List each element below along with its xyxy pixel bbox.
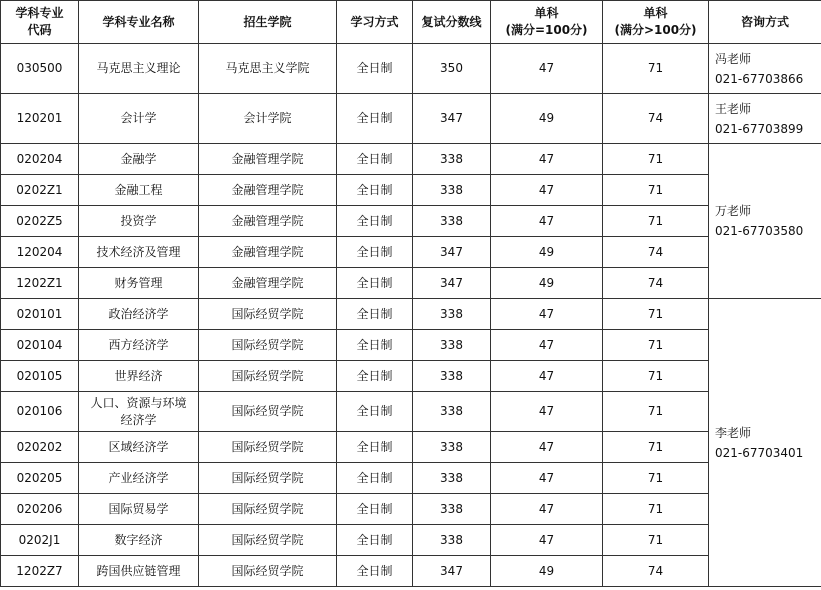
cell-code: 020206 — [1, 494, 79, 525]
cell-code: 020205 — [1, 463, 79, 494]
cell-school: 金融管理学院 — [199, 206, 337, 237]
table-row — [1, 463, 821, 494]
cell-mode: 全日制 — [337, 206, 413, 237]
cell-school: 国际经贸学院 — [199, 556, 337, 587]
cell-school: 国际经贸学院 — [199, 392, 337, 432]
cell-school: 国际经贸学院 — [199, 330, 337, 361]
cell-mode: 全日制 — [337, 361, 413, 392]
cell-name: 产业经济学 — [79, 463, 199, 494]
cell-code: 0202Z5 — [1, 206, 79, 237]
cell-single-over100: 71 — [603, 494, 709, 525]
cell-name: 技术经济及管理 — [79, 237, 199, 268]
cell-mode: 全日制 — [337, 299, 413, 330]
cell-code: 020101 — [1, 299, 79, 330]
cell-code: 1202Z1 — [1, 268, 79, 299]
cell-name: 政治经济学 — [79, 299, 199, 330]
contact-cell: 万老师 021-67703580 — [709, 144, 821, 299]
table-row — [1, 432, 821, 463]
cell-single-100: 47 — [491, 299, 603, 330]
cell-score: 338 — [413, 525, 491, 556]
cell-score: 338 — [413, 463, 491, 494]
cell-mode: 全日制 — [337, 330, 413, 361]
cell-mode: 全日制 — [337, 432, 413, 463]
cell-single-100: 47 — [491, 330, 603, 361]
cell-school: 国际经贸学院 — [199, 361, 337, 392]
cell-score: 338 — [413, 206, 491, 237]
table-row — [1, 556, 821, 587]
table-row — [1, 392, 821, 432]
cell-score: 338 — [413, 494, 491, 525]
cell-name: 会计学 — [79, 94, 199, 144]
cell-school: 马克思主义学院 — [199, 44, 337, 94]
cell-single-over100: 71 — [603, 175, 709, 206]
cell-code: 020104 — [1, 330, 79, 361]
cell-mode: 全日制 — [337, 463, 413, 494]
cell-single-over100: 74 — [603, 237, 709, 268]
cell-name: 跨国供应链管理 — [79, 556, 199, 587]
cell-school: 国际经贸学院 — [199, 525, 337, 556]
header-school: 招生学院 — [199, 1, 337, 44]
contact-cell: 冯老师 021-67703866 — [709, 44, 821, 94]
cell-mode: 全日制 — [337, 237, 413, 268]
cell-single-over100: 71 — [603, 299, 709, 330]
cell-code: 120201 — [1, 94, 79, 144]
cell-single-100: 47 — [491, 432, 603, 463]
cell-single-100: 47 — [491, 206, 603, 237]
cell-name: 世界经济 — [79, 361, 199, 392]
cell-single-100: 47 — [491, 144, 603, 175]
cell-single-over100: 71 — [603, 144, 709, 175]
cell-school: 金融管理学院 — [199, 175, 337, 206]
table-row — [1, 494, 821, 525]
cell-name: 国际贸易学 — [79, 494, 199, 525]
table-row — [1, 361, 821, 392]
table-row — [1, 44, 821, 94]
cell-single-100: 47 — [491, 44, 603, 94]
cell-code: 0202Z1 — [1, 175, 79, 206]
cell-name: 区域经济学 — [79, 432, 199, 463]
table-row — [1, 525, 821, 556]
table-row — [1, 299, 821, 330]
header-name: 学科专业名称 — [79, 1, 199, 44]
cell-single-over100: 71 — [603, 463, 709, 494]
cell-mode: 全日制 — [337, 556, 413, 587]
cell-single-over100: 71 — [603, 361, 709, 392]
cell-code: 0202J1 — [1, 525, 79, 556]
cell-code: 020106 — [1, 392, 79, 432]
table-row — [1, 330, 821, 361]
cell-mode: 全日制 — [337, 525, 413, 556]
cell-name: 财务管理 — [79, 268, 199, 299]
cell-name: 马克思主义理论 — [79, 44, 199, 94]
cell-score: 338 — [413, 392, 491, 432]
header-code: 学科专业 代码 — [1, 1, 79, 44]
cell-score: 338 — [413, 330, 491, 361]
header-score: 复试分数线 — [413, 1, 491, 44]
cell-single-over100: 71 — [603, 432, 709, 463]
header-row — [1, 1, 821, 44]
cell-school: 金融管理学院 — [199, 144, 337, 175]
cell-single-100: 47 — [491, 361, 603, 392]
cell-single-over100: 71 — [603, 330, 709, 361]
cell-single-100: 49 — [491, 94, 603, 144]
cell-school: 会计学院 — [199, 94, 337, 144]
cell-single-100: 47 — [491, 392, 603, 432]
cell-score: 347 — [413, 556, 491, 587]
cell-single-over100: 71 — [603, 44, 709, 94]
cell-single-100: 47 — [491, 463, 603, 494]
cell-school: 金融管理学院 — [199, 237, 337, 268]
cell-single-over100: 74 — [603, 268, 709, 299]
contact-cell: 王老师 021-67703899 — [709, 94, 821, 144]
cell-mode: 全日制 — [337, 392, 413, 432]
table-row — [1, 94, 821, 144]
cell-school: 国际经贸学院 — [199, 494, 337, 525]
cell-mode: 全日制 — [337, 94, 413, 144]
cell-school: 金融管理学院 — [199, 268, 337, 299]
header-single-over100: 单科 (满分>100分) — [603, 1, 709, 44]
cell-mode: 全日制 — [337, 44, 413, 94]
cell-single-100: 47 — [491, 525, 603, 556]
cell-single-over100: 71 — [603, 392, 709, 432]
cell-mode: 全日制 — [337, 268, 413, 299]
cell-single-100: 47 — [491, 494, 603, 525]
cell-code: 020204 — [1, 144, 79, 175]
cell-name: 金融工程 — [79, 175, 199, 206]
cell-score: 350 — [413, 44, 491, 94]
cell-code: 1202Z7 — [1, 556, 79, 587]
header-contact: 咨询方式 — [709, 1, 821, 44]
cell-single-over100: 71 — [603, 206, 709, 237]
contact-cell: 李老师 021-67703401 — [709, 299, 821, 587]
cell-score: 338 — [413, 175, 491, 206]
cell-name: 西方经济学 — [79, 330, 199, 361]
cell-name: 人口、资源与环境 经济学 — [79, 392, 199, 432]
cell-school: 国际经贸学院 — [199, 299, 337, 330]
cell-name: 金融学 — [79, 144, 199, 175]
cell-name: 投资学 — [79, 206, 199, 237]
header-mode: 学习方式 — [337, 1, 413, 44]
table-row — [1, 144, 821, 175]
cell-single-over100: 74 — [603, 94, 709, 144]
cell-mode: 全日制 — [337, 144, 413, 175]
cell-single-100: 49 — [491, 237, 603, 268]
cell-single-over100: 74 — [603, 556, 709, 587]
cell-single-100: 47 — [491, 175, 603, 206]
table-row — [1, 268, 821, 299]
cell-mode: 全日制 — [337, 494, 413, 525]
cell-code: 020202 — [1, 432, 79, 463]
cell-code: 020105 — [1, 361, 79, 392]
cell-score: 338 — [413, 432, 491, 463]
cell-single-100: 49 — [491, 556, 603, 587]
header-single-100: 单科 (满分=100分) — [491, 1, 603, 44]
cell-single-100: 49 — [491, 268, 603, 299]
cell-single-over100: 71 — [603, 525, 709, 556]
cell-score: 338 — [413, 299, 491, 330]
cell-code: 030500 — [1, 44, 79, 94]
cell-name: 数字经济 — [79, 525, 199, 556]
table-row — [1, 237, 821, 268]
table-row — [1, 175, 821, 206]
cell-score: 338 — [413, 361, 491, 392]
cell-score: 347 — [413, 268, 491, 299]
cell-code: 120204 — [1, 237, 79, 268]
cell-score: 347 — [413, 94, 491, 144]
cell-score: 338 — [413, 144, 491, 175]
cell-mode: 全日制 — [337, 175, 413, 206]
cell-school: 国际经贸学院 — [199, 432, 337, 463]
cell-score: 347 — [413, 237, 491, 268]
table-row — [1, 206, 821, 237]
cell-school: 国际经贸学院 — [199, 463, 337, 494]
